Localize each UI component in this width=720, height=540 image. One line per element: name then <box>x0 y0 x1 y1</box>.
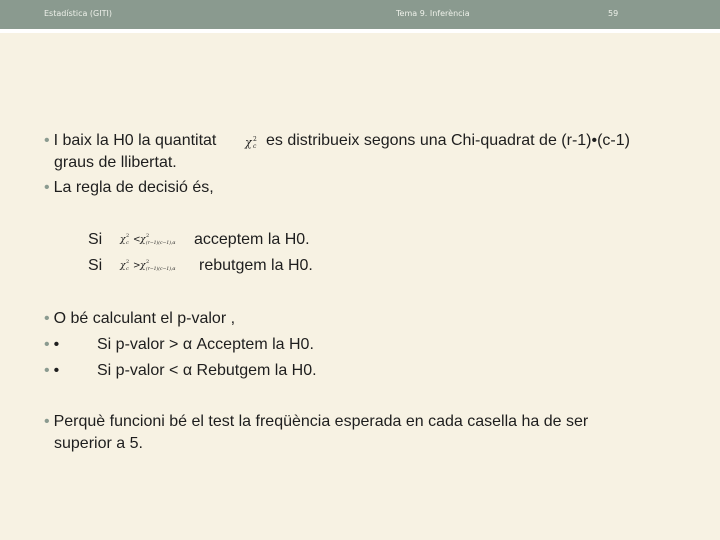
svg-text:2: 2 <box>146 259 150 265</box>
para4-text: Si p-valor > α Acceptem la H0. <box>97 336 314 353</box>
para6-text-line1: Perquè funcioni bé el test la freqüència esperada en cada casella ha de ser <box>53 413 589 430</box>
bullet-item-pvalue-accept <box>44 335 63 355</box>
para1-text-a: I baix la H0 la quantitat <box>53 132 217 149</box>
svg-text:c: c <box>253 143 257 150</box>
header-course: Estadística (GITI) <box>44 9 112 18</box>
para3-text: O bé calculant el p-valor , <box>53 310 236 327</box>
para1-text-b: es distribueix segons una Chi-quadrat de (r-1)•(c-1) <box>266 132 630 149</box>
bullet-item-decision-rule <box>44 178 214 198</box>
svg-text:χ: χ <box>120 261 126 271</box>
svg-text:2: 2 <box>126 233 130 239</box>
sub-bullet-icon: • <box>53 362 60 379</box>
para1-text-line2: graus de llibertat. <box>54 154 177 171</box>
svg-text:χ: χ <box>140 235 146 245</box>
svg-text:c: c <box>126 266 129 272</box>
bullet-item-pvalue <box>44 309 235 329</box>
svg-text:(r−1)(c−1),α: (r−1)(c−1),α <box>146 267 176 272</box>
rule1-text: acceptem la H0. <box>194 231 310 248</box>
bullet-item-expected-frequency <box>44 412 588 432</box>
header-topic: Tema 9. Inferència <box>396 9 470 18</box>
accept-condition-formula <box>118 231 190 247</box>
bullet-icon: • <box>44 179 50 196</box>
slide-number: 59 <box>608 9 619 18</box>
para6-text-line2: superior a 5. <box>54 435 143 452</box>
bullet-icon: • <box>44 362 50 379</box>
bullet-icon: • <box>44 336 50 353</box>
rule2-si: Si <box>88 257 103 274</box>
svg-text:χ: χ <box>140 261 146 271</box>
svg-text:χ: χ <box>120 235 126 245</box>
svg-text:(r−1)(c−1),α: (r−1)(c−1),α <box>146 241 176 246</box>
svg-text:2: 2 <box>126 259 130 265</box>
bullet-icon: • <box>44 413 50 430</box>
para5-text: Si p-valor < α Rebutgem la H0. <box>97 362 317 379</box>
sub-bullet-icon: • <box>53 336 60 353</box>
svg-text:2: 2 <box>146 233 150 239</box>
bullet-item-pvalue-reject <box>44 361 63 381</box>
rule1-si: Si <box>88 231 103 248</box>
para2-text: La regla de decisió és, <box>53 179 214 196</box>
rule2-text: rebutgem la H0. <box>199 257 313 274</box>
svg-text:<: < <box>133 235 141 245</box>
bullet-icon: • <box>44 310 50 327</box>
svg-text:>: > <box>133 261 141 271</box>
svg-text:χ: χ <box>245 136 252 149</box>
bullet-icon: • <box>44 132 50 149</box>
svg-text:c: c <box>126 240 129 246</box>
reject-condition-formula <box>118 257 190 273</box>
chi-square-statistic-formula <box>244 134 262 150</box>
svg-text:2: 2 <box>253 136 257 143</box>
bullet-item-statistic <box>44 131 216 151</box>
